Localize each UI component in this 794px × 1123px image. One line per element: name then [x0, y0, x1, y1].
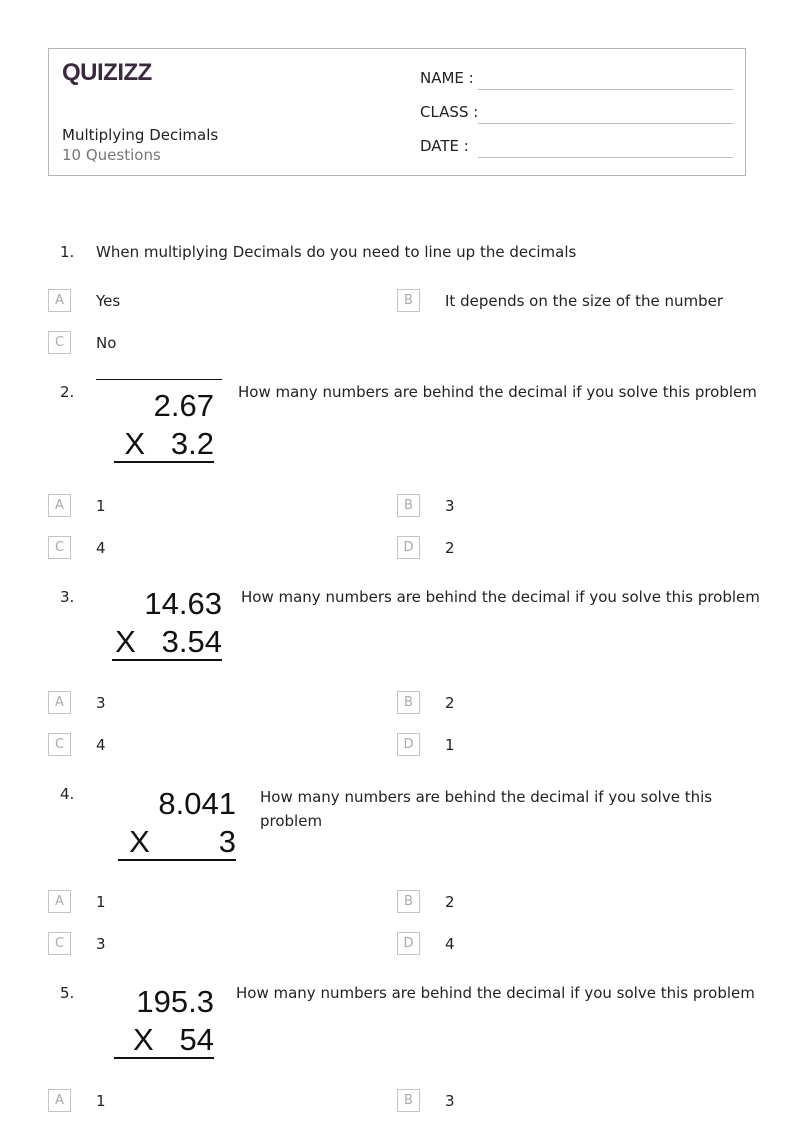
option-text: 2 — [445, 694, 455, 712]
question-text: How many numbers are behind the decimal if you solve this problem — [238, 383, 757, 401]
option-letter[interactable]: B — [397, 494, 420, 517]
option-text: 4 — [445, 935, 455, 953]
problem-image — [110, 388, 214, 468]
name-field[interactable] — [478, 89, 733, 90]
divider-line — [96, 379, 222, 380]
question-number: 2. — [60, 383, 75, 401]
option-text: It depends on the size of the number — [445, 292, 724, 310]
option-text: 2 — [445, 539, 455, 557]
option-letter[interactable]: A — [48, 494, 71, 517]
option-letter[interactable]: B — [397, 890, 420, 913]
multiplicand: 14.63 — [144, 586, 222, 621]
question-text: When multiplying Decimals do you need to line up the decimals — [96, 243, 577, 261]
option-letter[interactable]: D — [397, 733, 420, 756]
option-text: 3 — [445, 497, 455, 515]
option-text: Yes — [96, 292, 121, 310]
option-text: 1 — [96, 893, 106, 911]
multiplier: X 3.54 — [115, 624, 222, 659]
multiplicand: 8.041 — [158, 786, 236, 821]
option-letter[interactable]: C — [48, 536, 71, 559]
option-text: 4 — [96, 539, 106, 557]
option-text: 3 — [445, 1092, 455, 1110]
question-number: 3. — [60, 588, 75, 606]
option-text: 2 — [445, 893, 455, 911]
option-letter[interactable]: A — [48, 890, 71, 913]
quizizz-logo: QUIZIZZ — [62, 59, 152, 86]
multiplier: X 54 — [133, 1022, 214, 1057]
option-text: No — [96, 334, 117, 352]
underline — [114, 1057, 214, 1059]
multiplicand: 195.3 — [136, 984, 214, 1019]
option-letter[interactable]: A — [48, 289, 71, 312]
option-text: 1 — [96, 497, 106, 515]
problem-image — [110, 586, 222, 666]
option-letter[interactable]: C — [48, 331, 71, 354]
class-field[interactable] — [478, 123, 733, 124]
problem-image — [116, 786, 236, 866]
underline — [114, 461, 214, 463]
problem-image — [112, 984, 214, 1064]
worksheet-header — [48, 48, 746, 176]
option-text: 1 — [96, 1092, 106, 1110]
multiplier: X 3.2 — [124, 426, 214, 461]
date-label: DATE : — [420, 137, 469, 155]
multiplier: X 3 — [129, 824, 236, 859]
question-number: 1. — [60, 243, 75, 261]
option-text: 4 — [96, 736, 106, 754]
option-letter[interactable]: B — [397, 289, 420, 312]
option-letter[interactable]: C — [48, 733, 71, 756]
question-text: How many numbers are behind the decimal if you solve this problem — [236, 984, 755, 1002]
option-text: 1 — [445, 736, 455, 754]
option-letter[interactable]: D — [397, 932, 420, 955]
question-text: How many numbers are behind the decimal if you solve this problem — [260, 788, 713, 830]
question-number: 4. — [60, 785, 75, 803]
option-letter[interactable]: B — [397, 1089, 420, 1112]
question-number: 5. — [60, 984, 75, 1002]
question-text: How many numbers are behind the decimal if you solve this problem — [241, 588, 760, 606]
class-label: CLASS : — [420, 103, 479, 121]
multiplicand: 2.67 — [153, 388, 214, 423]
option-letter[interactable]: D — [397, 536, 420, 559]
question-count: 10 Questions — [62, 146, 161, 164]
date-field[interactable] — [478, 157, 733, 158]
option-letter[interactable]: C — [48, 932, 71, 955]
worksheet-title: Multiplying Decimals — [62, 126, 219, 144]
option-letter[interactable]: A — [48, 1089, 71, 1112]
underline — [118, 859, 236, 861]
option-text: 3 — [96, 935, 106, 953]
name-label: NAME : — [420, 69, 474, 87]
option-letter[interactable]: A — [48, 691, 71, 714]
underline — [112, 659, 222, 661]
option-text: 3 — [96, 694, 106, 712]
option-letter[interactable]: B — [397, 691, 420, 714]
